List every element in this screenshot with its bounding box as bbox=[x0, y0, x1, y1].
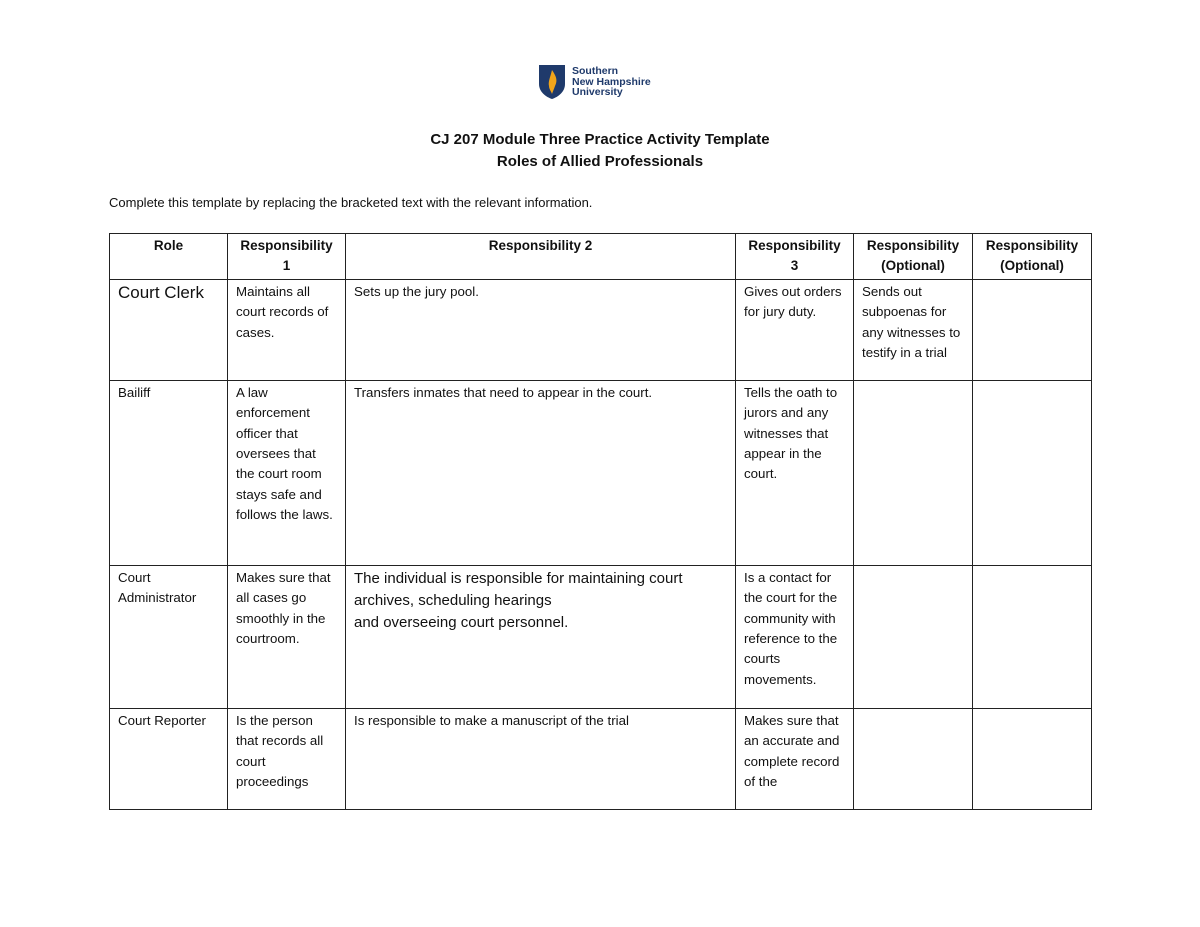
responsibility-2-cell[interactable]: Is responsible to make a manuscript of the trial bbox=[346, 708, 736, 809]
responsibility-3-cell[interactable]: Tells the oath to jurors and any witnesses that appear in the court. bbox=[736, 380, 854, 565]
responsibility-3-cell[interactable]: Gives out orders for jury duty. bbox=[736, 279, 854, 380]
header-role: Role bbox=[110, 234, 228, 280]
table-row bbox=[110, 279, 1092, 380]
table-row bbox=[110, 380, 1092, 565]
responsibility-optional-1-cell[interactable] bbox=[854, 380, 973, 565]
document-title: CJ 207 Module Three Practice Activity Template bbox=[430, 131, 770, 148]
header-responsibility-2: Responsibility 2 bbox=[346, 234, 736, 280]
instructions-text: Complete this template by replacing the bracketed text with the relevant information. bbox=[109, 195, 593, 210]
responsibility-optional-2-cell[interactable] bbox=[973, 565, 1092, 708]
responsibility-optional-2-cell[interactable] bbox=[973, 279, 1092, 380]
responsibility-3-cell[interactable]: Is a contact for the court for the community with reference to the courts movements. bbox=[736, 565, 854, 708]
table-header-row bbox=[110, 234, 1092, 280]
responsibility-optional-2-cell[interactable] bbox=[973, 708, 1092, 809]
header-responsibility-1: Responsibility 1 bbox=[228, 234, 346, 280]
logo-line-1: Southern bbox=[572, 65, 619, 78]
document-subtitle: Roles of Allied Professionals bbox=[496, 153, 704, 170]
responsibility-optional-1-cell[interactable]: Sends out subpoenas for any witnesses to testify in a trial bbox=[854, 279, 973, 380]
roles-table bbox=[109, 233, 1092, 810]
role-cell[interactable]: Court Clerk bbox=[110, 279, 228, 380]
header-responsibility-optional-2: Responsibility (Optional) bbox=[973, 234, 1092, 280]
role-cell[interactable]: Bailiff bbox=[110, 380, 228, 565]
responsibility-optional-2-cell[interactable] bbox=[973, 380, 1092, 565]
table-row bbox=[110, 565, 1092, 708]
header-responsibility-optional-1: Responsibility (Optional) bbox=[854, 234, 973, 280]
responsibility-2-cell[interactable]: Transfers inmates that need to appear in the court. bbox=[346, 380, 736, 565]
responsibility-1-cell[interactable]: Maintains all court records of cases. bbox=[228, 279, 346, 380]
responsibility-2-cell[interactable]: Sets up the jury pool. bbox=[346, 279, 736, 380]
role-cell[interactable]: Court Reporter bbox=[110, 708, 228, 809]
logo-line-2: New Hampshire bbox=[572, 75, 651, 88]
responsibility-3-cell[interactable]: Makes sure that an accurate and complete record of the bbox=[736, 708, 854, 809]
responsibility-1-cell[interactable]: Is the person that records all court proceedings bbox=[228, 708, 346, 809]
responsibility-2-cell[interactable]: The individual is responsible for maintaining court archives, scheduling hearings and overseeing court personnel. bbox=[346, 565, 736, 708]
responsibility-optional-1-cell[interactable] bbox=[854, 565, 973, 708]
table-row bbox=[110, 708, 1092, 809]
logo-wordmark bbox=[572, 66, 651, 98]
shield-flame-icon bbox=[538, 64, 566, 100]
university-logo bbox=[538, 64, 651, 100]
role-cell[interactable]: Court Administrator bbox=[110, 565, 228, 708]
header-responsibility-3: Responsibility 3 bbox=[736, 234, 854, 280]
logo-line-3: University bbox=[572, 86, 623, 99]
responsibility-optional-1-cell[interactable] bbox=[854, 708, 973, 809]
responsibility-1-cell[interactable]: Makes sure that all cases go smoothly in the courtroom. bbox=[228, 565, 346, 708]
responsibility-1-cell[interactable]: A law enforcement officer that oversees that the court room stays safe and follows the laws. bbox=[228, 380, 346, 565]
